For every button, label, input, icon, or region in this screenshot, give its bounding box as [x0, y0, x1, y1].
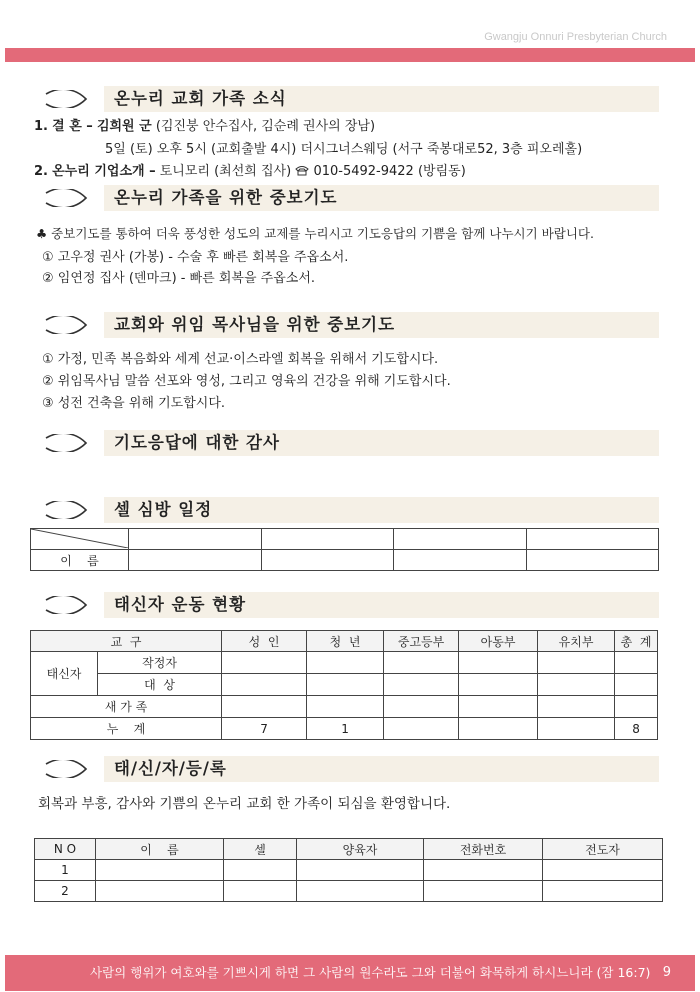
fish-icon	[44, 189, 90, 207]
phone-icon	[295, 165, 309, 176]
cell-name-4	[526, 550, 659, 571]
page-number: 9	[662, 965, 671, 980]
register-cell	[424, 860, 543, 881]
section-title-prayer-family: 온누리 가족을 위한 중보기도	[104, 185, 659, 211]
cell-name-2	[261, 550, 394, 571]
news-item-1: 1. 결 혼 – 김희원 군 (김진붕 안수집사, 김순례 권사의 장남)	[34, 119, 376, 134]
cell-schedule-table	[30, 528, 659, 571]
evangelism-cell	[307, 696, 384, 718]
fish-icon	[44, 760, 90, 778]
top-bar	[5, 48, 695, 62]
cell-name-label: 이 름	[31, 550, 129, 571]
cell-date-2	[261, 529, 394, 550]
register-header-name: 이 름	[96, 839, 224, 860]
fish-icon	[44, 596, 90, 614]
section-thanks	[44, 430, 659, 456]
evangelism-header-district: 교 구	[31, 631, 222, 652]
evangelism-row-writer: 작정자	[98, 652, 222, 674]
prayer-church-item-3: ③ 성전 건축을 위해 기도합시다.	[42, 396, 226, 411]
register-cell	[424, 881, 543, 902]
register-header-cell: 셀	[224, 839, 297, 860]
diagonal-line	[31, 529, 128, 548]
evangelism-cell	[384, 696, 459, 718]
section-title-news: 온누리 교회 가족 소식	[104, 86, 659, 112]
register-row-number: 1	[35, 860, 96, 881]
evangelism-cell	[384, 652, 459, 674]
register-welcome: 회복과 부흥, 감사와 기쁨의 온누리 교회 한 가족이 되심을 환영합니다.	[38, 796, 451, 812]
fish-icon	[44, 90, 90, 108]
evangelism-row-total: 누 계	[31, 718, 222, 740]
fish-icon	[44, 316, 90, 334]
evangelism-table	[30, 630, 658, 740]
register-cell	[224, 860, 297, 881]
evangelism-cell	[538, 696, 615, 718]
footer-verse: 사람의 행위가 여호와를 기쁘시게 하면 그 사람의 원수라도 그와 더불어 화목하게 하시느니라 (잠 16:7)	[90, 965, 651, 980]
cell-name-3	[394, 550, 527, 571]
section-news	[44, 86, 659, 112]
section-register	[44, 756, 659, 782]
evangelism-row-newfamily: 새 가 족	[31, 696, 222, 718]
prayer-family-intro: ♣ 중보기도를 통하여 더욱 풍성한 성도의 교제를 누리시고 기도응답의 기쁨을 함께 나누시기 바랍니다.	[36, 226, 594, 241]
register-header-no: N O	[35, 839, 96, 860]
evangelism-cell	[615, 696, 658, 718]
prayer-church-item-1: ① 가정, 민족 복음화와 세계 선교·이스라엘 회복을 위해서 기도합시다.	[42, 352, 439, 367]
evangelism-cell	[222, 674, 307, 696]
section-prayer-church	[44, 312, 659, 338]
evangelism-cell	[384, 718, 459, 740]
register-cell	[543, 860, 663, 881]
church-name: Gwangju Onnuri Presbyterian Church	[484, 31, 667, 43]
evangelism-cell	[459, 674, 538, 696]
cell-date-1	[129, 529, 262, 550]
register-cell	[543, 881, 663, 902]
register-cell	[297, 860, 424, 881]
evangelism-header-youth: 청 년	[307, 631, 384, 652]
evangelism-cell	[222, 696, 307, 718]
evangelism-cell	[538, 718, 615, 740]
cell-date-4	[526, 529, 659, 550]
evangelism-group-label: 태신자	[31, 652, 98, 696]
news-item-2: 2. 온누리 기업소개 – 토니모리 (최선희 집사) 010-5492-9422 (방림동)	[34, 164, 466, 179]
evangelism-cell	[459, 696, 538, 718]
evangelism-cell	[222, 652, 307, 674]
evangelism-total-sum: 8	[615, 718, 658, 740]
section-cell	[44, 497, 659, 523]
register-row-number: 2	[35, 881, 96, 902]
section-title-cell: 셀 심방 일정	[104, 497, 659, 523]
evangelism-cell	[307, 652, 384, 674]
evangelism-cell	[307, 674, 384, 696]
prayer-church-item-2: ② 위임목사님 말씀 선포와 영성, 그리고 영육의 건강을 위해 기도합시다.	[42, 374, 451, 389]
evangelism-row-target: 대 상	[98, 674, 222, 696]
footer-bar	[5, 955, 695, 991]
evangelism-cell	[615, 652, 658, 674]
evangelism-header-teens: 중고등부	[384, 631, 459, 652]
evangelism-total-youth: 1	[307, 718, 384, 740]
evangelism-header-children: 아동부	[459, 631, 538, 652]
cell-name-1	[129, 550, 262, 571]
evangelism-cell	[538, 652, 615, 674]
evangelism-header-kinder: 유치부	[538, 631, 615, 652]
section-title-evangelism: 태신자 운동 현황	[104, 592, 659, 618]
section-title-register: 태/신/자/등/록	[104, 756, 659, 782]
register-header-mentor: 양육자	[297, 839, 424, 860]
prayer-family-item-1: ① 고우정 권사 (가봉) - 수술 후 빠른 회복을 주옵소서.	[42, 250, 349, 265]
evangelism-cell	[459, 652, 538, 674]
register-cell	[96, 881, 224, 902]
fish-icon	[44, 501, 90, 519]
evangelism-cell	[538, 674, 615, 696]
prayer-family-item-2: ② 임연정 집사 (덴마크) - 빠른 회복을 주옵소서.	[42, 271, 316, 286]
register-cell	[297, 881, 424, 902]
cell-date-3	[394, 529, 527, 550]
register-cell	[96, 860, 224, 881]
register-header-evangelist: 전도자	[543, 839, 663, 860]
section-prayer-family	[44, 185, 659, 211]
section-title-thanks: 기도응답에 대한 감사	[104, 430, 659, 456]
register-header-phone: 전화번호	[424, 839, 543, 860]
register-cell	[224, 881, 297, 902]
news-item-1-detail: 5일 (토) 오후 5시 (교회출발 4시) 더시그너스웨딩 (서구 죽봉대로52, 3층 피오레홀)	[105, 142, 583, 157]
evangelism-cell	[384, 674, 459, 696]
evangelism-cell	[459, 718, 538, 740]
section-title-prayer-church: 교회와 위임 목사님을 위한 중보기도	[104, 312, 659, 338]
evangelism-header-total: 총 계	[615, 631, 658, 652]
fish-icon	[44, 434, 90, 452]
evangelism-total-adult: 7	[222, 718, 307, 740]
diagonal-header-cell	[31, 529, 129, 550]
register-table	[34, 838, 663, 902]
evangelism-cell	[615, 674, 658, 696]
evangelism-header-adult: 성 인	[222, 631, 307, 652]
section-evangelism	[44, 592, 659, 618]
